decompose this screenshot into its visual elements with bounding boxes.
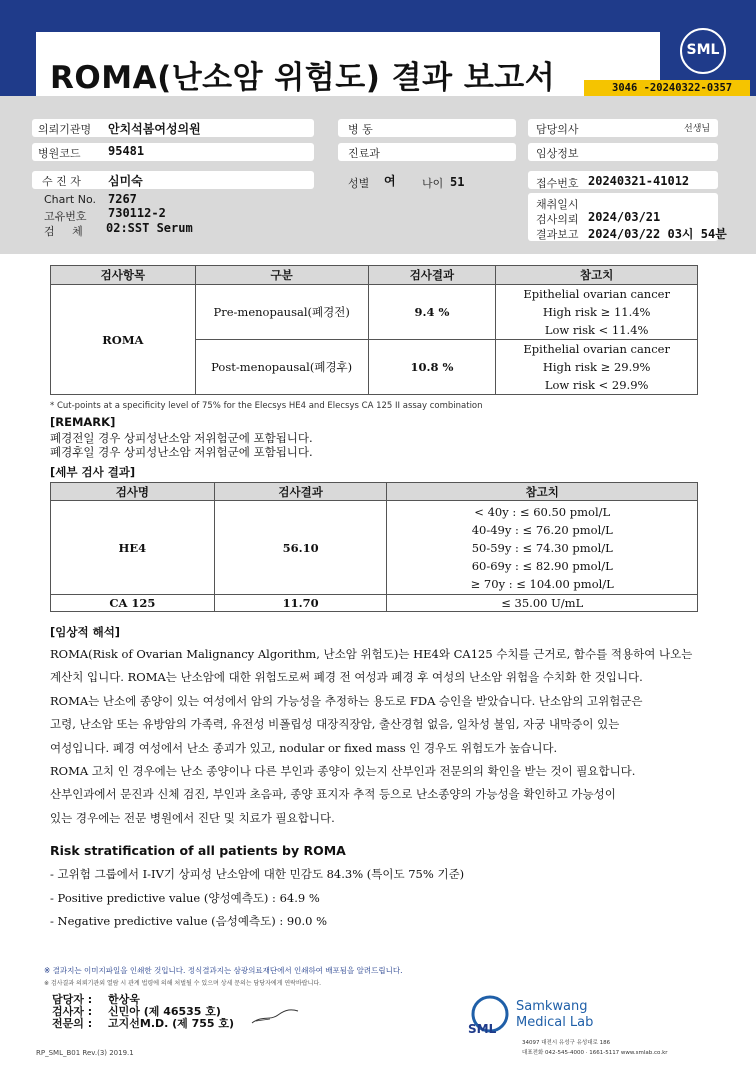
samkwang-logo-text: SML (468, 1022, 497, 1036)
he4-reference (387, 501, 698, 595)
reference-line: High risk ≥ 29.9% (542, 360, 651, 374)
cutpoint-note: * Cut-points at a specificity level of 75% for the Elecsys HE4 and Elecsys CA 125 II assay combination (50, 401, 483, 411)
lab-address: 34097 대전시 유성구 유성대로 186 (522, 1040, 611, 1046)
sex-label: 성별 (348, 177, 370, 190)
ca125-result: 11.70 (214, 595, 387, 612)
detail-title: [세부 검사 결과] (50, 465, 136, 479)
clinical-label: 임상정보 (536, 147, 579, 160)
post-menopausal-category: Post-menopausal(폐경후) (195, 340, 368, 395)
doctor-label: 담당의사 (536, 123, 579, 136)
roma-result-table (50, 265, 698, 395)
interpretation-line: 산부인과에서 문진과 신체 검진, 부인과 초음파, 종양 표지자 추적 등으로 난소종양의 가능성을 확인하고 가능성이 (50, 787, 616, 802)
receipt-label: 접수번호 (536, 177, 579, 190)
ca125-reference: ≤ 35.00 U/mL (387, 595, 698, 612)
remark-line-1: 폐경전일 경우 상피성난소암 저위험군에 포함됩니다. (50, 431, 313, 445)
patient-value: 심미숙 (108, 174, 143, 188)
lab-name-line2: Medical Lab (516, 1015, 594, 1030)
age-value: 51 (450, 175, 465, 189)
id-label: 고유번호 (44, 210, 87, 223)
specimen-label: 검 체 (44, 225, 83, 238)
interpretation-body (50, 643, 740, 830)
interpretation-line: ROMA는 난소에 종양이 있는 여성에서 암의 가능성을 추정하는 용도로 FDA 승인을 받았습니다. 난소암의 고위험군은 (50, 693, 643, 708)
report-title: ROMA(난소암 위험도) 결과 보고서 (50, 60, 556, 96)
patient-label: 수 진 자 (42, 175, 81, 188)
ca125-name: CA 125 (51, 595, 215, 612)
reference-line: 50-59y : ≤ 74.30 pmol/L (471, 540, 613, 555)
header-test-item: 검사항목 (51, 266, 196, 285)
staff-role-tester: 검사자 : (52, 1005, 93, 1018)
risk-item-npv: - Negative predictive value (음성예측도) : 90.0 % (50, 914, 328, 928)
receipt-value: 20240321-41012 (588, 174, 690, 188)
institution-label: 의뢰기관명 (38, 123, 92, 136)
report-date-value: 2024/03/22 03시 54분 (588, 227, 727, 241)
pre-menopausal-category: Pre-menopausal(폐경전) (195, 285, 368, 340)
sml-logo-text: SML (686, 42, 720, 58)
remark-title: [REMARK] (50, 415, 116, 429)
header-reference: 참고치 (496, 266, 698, 285)
signature-image (250, 1005, 300, 1027)
interpretation-line: 계산치 입니다. ROMA는 난소암에 대한 위험도로써 폐경 전 여성과 폐경 후 여성의 난소암 위험을 수치화 한 것입니다. (50, 670, 643, 685)
reference-line: Epithelial ovarian cancer (523, 342, 670, 356)
print-notice: ※ 결과지는 이미지파일을 인쇄한 것입니다. 정식결과지는 삼광의료재단에서 인쇄하여 배포됨을 알려드립니다. (44, 966, 403, 975)
interpretation-line: 고령, 난소암 또는 유방암의 가족력, 유전성 비폴립성 대장직장암, 출산경험 없음, 일차성 불임, 자궁 내막증이 있는 (50, 717, 620, 732)
reference-line: High risk ≥ 11.4% (542, 305, 651, 319)
risk-item-sensitivity: - 고위험 그룹에서 I-IV기 상피성 난소암에 대한 민감도 84.3% (특이도 75% 기준) (50, 867, 465, 881)
interpretation-line: 여성입니다. 폐경 여성에서 난소 종괴가 있고, nodular or fixed mass 인 경우도 위험도가 높습니다. (50, 740, 558, 755)
detail-header-result: 검사결과 (214, 483, 387, 501)
test-date-value: 2024/03/21 (588, 210, 661, 224)
detail-header-reference: 참고치 (387, 483, 698, 501)
he4-name: HE4 (51, 501, 215, 595)
staff-name-tester: 신민아 (제 46535 호) (108, 1005, 221, 1018)
chart-label: Chart No. (44, 193, 96, 206)
ward-label: 병 동 (348, 123, 373, 136)
interpretation-line: ROMA(Risk of Ovarian Malignancy Algorithm, 난소암 위험도)는 HE4와 CA125 수치를 근거로, 함수를 적용하여 나오는 (50, 647, 693, 661)
lab-name-line1: Samkwang (516, 999, 588, 1014)
hospital-code-value: 95481 (108, 144, 145, 158)
age-label: 나이 (422, 177, 444, 190)
remark-line-2: 폐경후일 경우 상피성난소암 저위험군에 포함됩니다. (50, 445, 313, 459)
test-date-label: 검사의뢰 (536, 213, 579, 226)
staff-role-manager: 담당자 : (52, 993, 93, 1006)
doctor-suffix: 선생님 (684, 124, 711, 134)
he4-result: 56.10 (214, 501, 387, 595)
specimen-code-line1: 3046 -20240322-0357 (612, 82, 733, 94)
form-number: RP_SML_B01 Rev.(3) 2019.1 (36, 1049, 134, 1057)
specimen-value: 02:SST Serum (106, 221, 193, 235)
chart-value: 7267 (108, 192, 137, 206)
risk-item-ppv: - Positive predictive value (양성예측도) : 64.9 % (50, 891, 320, 905)
reference-line: Low risk < 11.4% (544, 323, 649, 337)
risk-title: Risk stratification of all patients by ROMA (50, 843, 346, 858)
report-date-label: 결과보고 (536, 228, 579, 241)
sex-value: 여 (384, 174, 396, 188)
header-result: 검사결과 (368, 266, 496, 285)
pre-menopausal-result: 9.4 % (368, 285, 496, 340)
institution-value: 안치석봄여성의원 (108, 122, 201, 136)
dept-label: 진료과 (348, 147, 380, 160)
interpretation-line: ROMA 고치 인 경우에는 난소 종양이나 다른 부인과 종양이 있는지 산부인과 전문의의 확인을 받는 것이 필요합니다. (50, 764, 636, 779)
detail-result-table (50, 482, 698, 612)
hospital-code-label: 병원코드 (38, 147, 81, 160)
reference-line: Epithelial ovarian cancer (523, 287, 670, 301)
reference-line: < 40y : ≤ 60.50 pmol/L (474, 504, 611, 519)
header-category: 구분 (195, 266, 368, 285)
collect-label: 채취일시 (536, 198, 579, 211)
interpretation-title: [임상적 해석] (50, 625, 121, 639)
interpretation-line: 있는 경우에는 전문 병원에서 진단 및 치료가 필요합니다. (50, 810, 335, 825)
reference-line: 60-69y : ≤ 82.90 pmol/L (471, 558, 613, 573)
post-menopausal-result: 10.8 % (368, 340, 496, 395)
reference-line: ≥ 70y : ≤ 104.00 pmol/L (470, 576, 614, 591)
roma-item: ROMA (51, 285, 196, 395)
staff-role-specialist: 전문의 : (52, 1017, 93, 1030)
pre-menopausal-reference (496, 285, 698, 340)
id-value: 730112-2 (108, 206, 166, 220)
confidential-notice: ※ 검사결과 의뢰기관외 열람 시 관계 법령에 의해 처벌될 수 있으며 상세 문의는 담당자에게 연락바랍니다. (44, 980, 322, 987)
detail-header-name: 검사명 (51, 483, 215, 501)
post-menopausal-reference (496, 340, 698, 395)
lab-contact: 대표전화 042-545-4000 · 1661-5117 www.smlab.co.kr (522, 1050, 668, 1056)
staff-name-specialist: 고지선M.D. (제 755 호) (108, 1017, 235, 1030)
reference-line: 40-49y : ≤ 76.20 pmol/L (471, 522, 613, 537)
sml-logo (680, 28, 726, 74)
reference-line: Low risk < 29.9% (544, 378, 649, 392)
staff-name-manager: 한상욱 (108, 993, 140, 1006)
